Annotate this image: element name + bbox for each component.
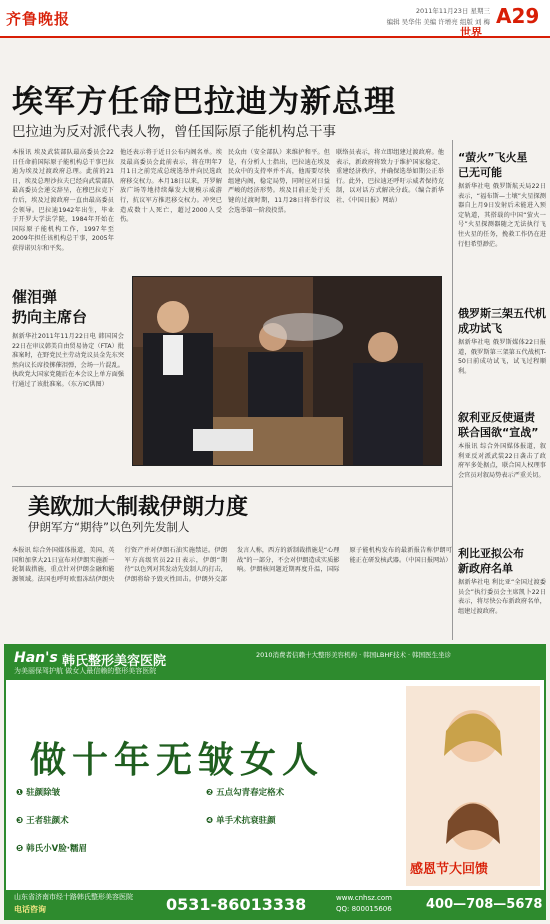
ad-website[interactable]: www.cnhsz.com	[336, 894, 392, 902]
brief-1-title: “萤火”飞火星 已无可能	[458, 151, 528, 179]
editor-line: 编辑 吴华伟 美编 许增亮 组版 刘 梅	[386, 18, 490, 26]
brief-3-body: 本报讯 综合外国媒体报道，叙利亚反对派武装22日袭击了政府军多处据点，联合国人权理事会官员对叙局势表示严重关切。	[458, 443, 546, 479]
lead-column-2: 他还表示将于近日公布内阁名单。埃及最高委员会此前表示，将在明年7月1日之前完成总统选举并向民选政府移交权力。本月18日以来，开罗解放广场等地持续爆发大规模示威游行，抗议军方推迟移交权力。冲突已造成数十人死亡，超过2000人受伤。	[120, 149, 222, 224]
brief-4-body: 据新华社电 利比亚“全国过渡委员会”执行委员会主席凯卜22日表示，将尽快公布新政府名单，组建过渡政府。	[458, 579, 546, 615]
brief-2-body: 据新华社电 俄罗斯媒体22日报道，俄罗斯第三架第五代战机T-50日前成功试飞，试飞过程顺利。	[458, 339, 546, 375]
ad-item-4: ❹ 单手术抗衰驻颜	[206, 816, 276, 826]
story2-headline: 美欧加大制裁伊朗力度	[28, 495, 249, 520]
parliament-scene-image	[133, 277, 442, 466]
ad-contact-label: 电话咨询	[14, 905, 46, 914]
ad-slogan: 为美丽保驾护航 做女人最信赖的整形美容医院	[14, 667, 157, 675]
brief-1	[458, 150, 546, 290]
brief-4-title: 利比亚拟公布 新政府名单	[458, 547, 524, 575]
ad-item-5: ❺ 韩氏小V脸·糯眉	[16, 844, 87, 854]
ad-item-3: ❸ 王者驻颜术	[16, 816, 69, 826]
newspaper-logo: 齐鲁晚报	[6, 10, 71, 28]
ad-hospital-name: 韩氏整形美容医院	[62, 654, 167, 669]
page-number: A29	[496, 4, 540, 28]
ad-contact-bar[interactable]	[6, 890, 544, 920]
ad-badge: 2010消费者信赖十大整形美容机构	[256, 651, 358, 659]
brief-2-title: 俄罗斯三架五代机 成功试飞	[458, 307, 546, 335]
hospital-advertisement[interactable]	[4, 644, 546, 920]
column-rule	[452, 140, 453, 640]
brief-3	[458, 410, 546, 534]
ad-phone-2[interactable]: 400—708—5678	[426, 897, 543, 912]
ad-brand: Han's	[14, 650, 58, 666]
model-photo	[406, 686, 540, 886]
brief-2	[458, 306, 546, 410]
ad-badge: 韩国LBHF技术	[363, 651, 406, 659]
ad-headline: 做十年无皱女人	[30, 739, 325, 781]
story2-subheadline: 伊朗军方“期待”以色列先发制人	[28, 520, 190, 534]
ad-badge: 韩国医生坐诊	[412, 651, 452, 659]
brief-3-title: 叙利亚反使逼责 联合国欲“宣战”	[458, 411, 539, 439]
ad-phone-1[interactable]: 0531-86013338	[166, 895, 307, 914]
ad-qq: QQ: 800015606	[336, 905, 392, 913]
ad-item-2: ❷ 五点勾青春定格术	[206, 788, 285, 798]
story2-body: 本报讯 综合外国媒体报道，美国、英国和加拿大21日宣布对伊朗实施新一轮制裁措施，重点针对伊朗金融和能源领域。法国也呼吁欧盟冻结伊朗央行资产并对伊朗石油实施禁运。伊朗军方高级官员22日表示，伊朗“期待”以色列对其发动先发制人的打击，伊朗将给予毁灭性回击。伊朗外交部发言人称，西方的新制裁措施是“心理战”的一部分，不会对伊朗造成实质影响。伊朗核问题近期再度升温，国际原子能机构发布的最新报告称伊朗可能正在研发核武器。（中国日报网站）	[12, 547, 452, 583]
lead-column-4: 联络员表示，将立即组建过渡政府。他表示，新政府将致力于维护国家稳定、重建经济秩序，并确保选举如期公正举行。此外，巴拉迪还呼吁示威者保持克制，以对话方式解决分歧。（编合新华社、《中国日报》网站）	[336, 149, 444, 204]
lead-column-1: 本报讯 埃及武装部队最高委员会22日任命前国际原子能机构总干事巴拉迪为埃及过渡政府总理。此前的21日，埃及总理沙拉夫已经向武装部队最高委员会递交辞呈，在穆巴拉克下台后，埃及过渡政府一直由最高委员会领导。巴拉迪1942年出生，毕业于开罗大学法学院，1984年开始在国际原子能机构工作，1997年至2009年担任该机构总干事，2005年获得诺贝尔和平奖。	[12, 149, 114, 252]
ad-badges: 2010消费者信赖十大整形美容机构 · 韩国LBHF技术 · 韩国医生坐诊	[256, 651, 452, 659]
ad-item-1: ❶ 驻颜除皱	[16, 788, 61, 798]
news-photo	[132, 276, 442, 466]
lead-column-3: 民众由（安全部队）来维护和平。但是，有分析人士指出，巴拉迪在埃及民众中的支持率并不高，他需要尽快组建内阁，稳定局势，同时应对日益严峻的经济形势。埃及目前正处于关键的过渡时期，11月28日将举行议会选举第一阶段投票。	[228, 149, 330, 214]
section-label: 世界	[460, 26, 482, 39]
ad-address: 山东省济南市经十路韩氏整形美容医院	[14, 893, 133, 901]
photo-caption: 据新华社2011年11月22日电 韩国国会22日在审议韩美自由贸易协定（FTA）批准案时，在野党民主劳动党议员金先东突然向议长席投掷催泪弹，会场一片混乱。执政党大国家党随后在本会议上单方面强行通过了该批准案。（东方IC供图）	[12, 333, 124, 388]
photo-headline-1: 催泪弹	[12, 288, 58, 306]
brief-4	[458, 546, 546, 636]
ad-promo: 感恩节大回馈	[410, 862, 489, 877]
photo-headline-2: 扔向主席台	[12, 308, 88, 326]
brief-1-body: 据新华社电 俄罗斯航天局22日表示，“福布斯—土壤”火星探测器自上月9日发射后未能进入预定轨道，其搭载的中国“萤火一号”火星探测器随之无法执行飞往火星的任务，挽救工作仍在进行但希望渺茫。	[458, 183, 546, 248]
date-line: 2011年11月23日 星期三	[415, 7, 490, 15]
lead-subheadline: 巴拉迪为反对派代表人物，曾任国际原子能机构总干事	[12, 124, 336, 140]
model-portrait-image	[406, 686, 540, 886]
divider	[12, 486, 452, 487]
lead-headline: 埃军方任命巴拉迪为新总理	[12, 84, 396, 120]
